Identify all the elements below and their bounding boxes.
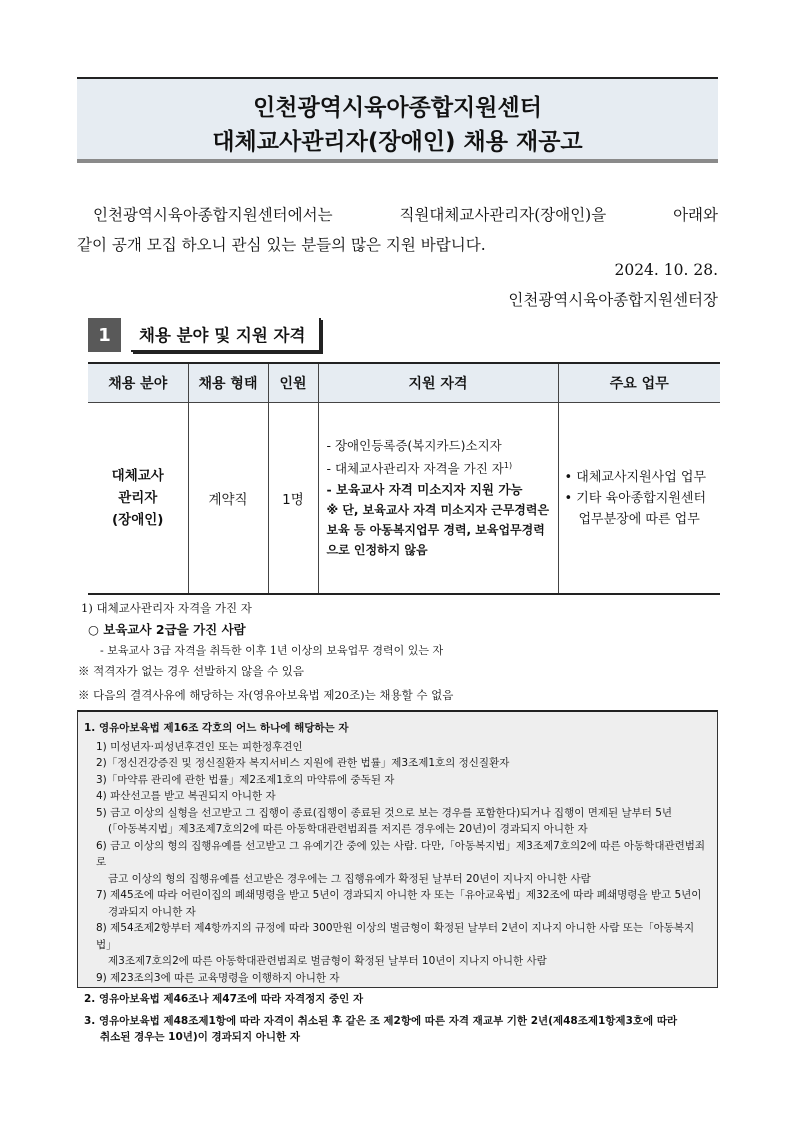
disq-heading-1: 1. 영유아보육법 제16조 각호의 어느 하나에 해당하는 자 bbox=[84, 722, 349, 734]
cell-duties bbox=[558, 403, 720, 595]
disq-item-cont: 제3조제7호의2에 따른 아동학대관련범죄로 벌금형이 확정된 날부터 10년이 지나지 아니한 사람 bbox=[108, 955, 547, 967]
disq-item-cont: 경과되지 아니한 자 bbox=[108, 905, 196, 918]
title-line-1: 인천광역시육아종합지원센터 bbox=[253, 95, 542, 121]
qual-2 bbox=[327, 456, 552, 479]
field-line-3: (장애인) bbox=[112, 512, 164, 528]
note-disqualification: ※ 다음의 결격사유에 해당하는 자(영유아보육법 제20조)는 채용할 수 없음 bbox=[78, 688, 454, 702]
qual-3: - 보육교사 자격 미소지자 지원 가능 bbox=[326, 481, 523, 497]
cell-field bbox=[88, 403, 188, 595]
intro-part-1: 인천광역시육아종합지원센터에서는 bbox=[93, 206, 333, 224]
organization-name: 인천광역시육아종합지원센터장 bbox=[508, 291, 718, 309]
disq-item-cont: 금고 이상의 형의 집행유예를 선고받은 경우에는 그 집행유예가 확정된 날부터 20년이 지나지 아니한 사람 bbox=[108, 872, 591, 885]
disq-item-cont: (「아동복지법」제3조제7호의2에 따른 아동학대관련범죄를 저지른 경우에는 20년)이 경과되지 아니한 자 bbox=[108, 823, 588, 835]
field-line-2: 관리자 bbox=[118, 490, 158, 506]
intro-line-1 bbox=[77, 203, 718, 225]
cell-qualifications bbox=[318, 403, 558, 595]
announcement-date: 2024. 10. 28. bbox=[614, 261, 718, 279]
header-duties: 주요 업무 bbox=[558, 363, 720, 403]
duty-1: • 대체교사지원사업 업무 bbox=[564, 469, 707, 485]
intro-line-2: 같이 공개 모집 하오니 관심 있는 분들의 많은 지원 바랍니다. bbox=[77, 236, 486, 254]
intro-part-3: 아래와 bbox=[673, 206, 718, 224]
disq-heading-3: 3. 영유아보육법 제48조제1항에 따라 자격이 취소된 후 같은 조 제2항에 따른 자격 재교부 기한 2년(제48조제1항제3호에 따라 bbox=[84, 1014, 678, 1027]
disq-item: 4) 파산선고를 받고 복권되지 아니한 자 bbox=[96, 790, 276, 802]
title-box bbox=[77, 77, 718, 163]
intro-part-2: 직원대체교사관리자(장애인)을 bbox=[399, 206, 607, 224]
cell-count: 1명 bbox=[268, 403, 318, 595]
disq-item: 9) 제23조의3에 따른 교육명령을 이행하지 아니한 자 bbox=[96, 971, 340, 984]
note-no-candidate: ※ 적격자가 없는 경우 선발하지 않을 수 있음 bbox=[78, 664, 304, 678]
disq-item: 6) 금고 이상의 형의 집행유예를 선고받고 그 유예기간 중에 있는 사람. 다만,「아동복지법」제3조제7호의2에 따른 아동학대관련범죄로 bbox=[96, 839, 706, 868]
field-line-1: 대체교사 bbox=[111, 468, 164, 484]
disq-item: 7) 제45조에 따라 어린이집의 폐쇄명령을 받고 5년이 경과되지 아니한 자 또는「유아교육법」제32조에 따라 폐쇄명령을 받고 5년이 bbox=[96, 889, 702, 901]
header-qualifications: 지원 자격 bbox=[318, 363, 558, 403]
cell-type: 계약직 bbox=[188, 403, 268, 595]
qual-2-text: - 대체교사관리자 자격을 가진 자 bbox=[326, 461, 504, 477]
table-row bbox=[88, 403, 720, 595]
disq-item: 2)「정신건강증진 및 정신질환자 복지서비스 지원에 관한 법률」제3조제1호의 정신질환자 bbox=[96, 757, 510, 769]
section-number: 1 bbox=[88, 318, 121, 352]
disq-heading-3-cont: 취소된 경우는 10년)이 경과되지 아니한 자 bbox=[100, 1031, 300, 1043]
section-label: 채용 분야 및 지원 자격 bbox=[131, 318, 321, 352]
qual-note: ※ 단, 보육교사 자격 미소지자 근무경력은 보육 등 아동복지업무 경력, 보육업무경력으로 인정하지 않음 bbox=[326, 502, 550, 557]
footnote-mark: 1) bbox=[503, 461, 513, 471]
disq-item: 3)「마약류 관리에 관한 법률」제2조제1호의 마약류에 중독된 자 bbox=[96, 773, 395, 786]
disq-item: 1) 미성년자·피성년후견인 또는 피한정후견인 bbox=[96, 740, 303, 753]
disq-item: 5) 금고 이상의 실형을 선고받고 그 집행이 종료(집행이 종료된 것으로 보는 경우를 포함한다)되거나 집행이 면제된 날부터 5년 bbox=[96, 806, 673, 819]
disq-heading-2: 2. 영유아보육법 제46조나 제47조에 따라 자격정지 중인 자 bbox=[84, 993, 364, 1005]
header-type: 채용 형태 bbox=[188, 363, 268, 403]
footnote-2: ○ 보육교사 2급을 가진 사람 bbox=[88, 622, 246, 637]
disq-item: 8) 제54조제2항부터 제4항까지의 규정에 따라 300만원 이상의 벌금형이 확정된 날부터 2년이 지나지 아니한 사람 또는「아동복지법」 bbox=[96, 922, 695, 951]
duty-2: • 기타 육아종합지원센터 bbox=[564, 490, 707, 506]
footnote-3: - 보육교사 3급 자격을 취득한 이후 1년 이상의 보육업무 경력이 있는 자 bbox=[100, 644, 444, 657]
section-1-heading bbox=[88, 318, 321, 352]
disqualification-box bbox=[77, 710, 718, 1043]
title-line-2: 대체교사관리자(장애인) 채용 재공고 bbox=[212, 129, 583, 155]
table-header-row bbox=[88, 363, 720, 403]
header-field: 채용 분야 bbox=[88, 363, 188, 403]
qual-1: - 장애인등록증(복지카드)소지자 bbox=[326, 438, 502, 454]
duty-2-cont: 업무분장에 따른 업무 bbox=[578, 511, 700, 527]
recruitment-table bbox=[88, 362, 720, 595]
footnote-1: 1) 대체교사관리자 자격을 가진 자 bbox=[81, 601, 252, 615]
header-count: 인원 bbox=[268, 363, 318, 403]
